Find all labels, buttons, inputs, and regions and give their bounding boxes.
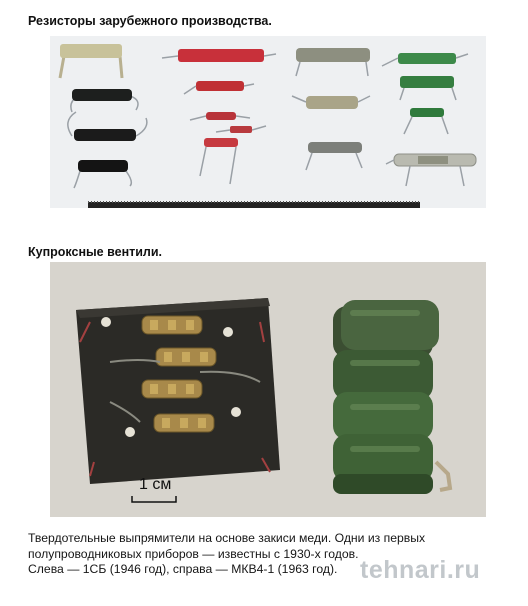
section-title-cuprox: Купроксные вентили. <box>28 245 163 259</box>
ruler <box>88 202 420 208</box>
caption-line-2: полупроводниковых приборов — известны с 1930-х годов. <box>28 546 359 561</box>
resistors-photo <box>50 36 486 208</box>
rectifier-1sb <box>76 298 280 484</box>
caption-line-1: Твердотельные выпрямители на основе закиси меди. Одни из первых <box>28 531 426 545</box>
resistor-red-1 <box>162 49 276 62</box>
section-title-resistors: Резисторы зарубежного производства. <box>28 14 272 28</box>
scale-label: 1 см <box>139 476 172 493</box>
caption-line-3: Слева — 1СБ (1946 год), справа — МКВ4-1 (1963 год). <box>28 562 338 576</box>
cuprox-rectifiers-photo <box>50 262 486 517</box>
watermark-logo: tehnari.ru <box>360 556 481 584</box>
